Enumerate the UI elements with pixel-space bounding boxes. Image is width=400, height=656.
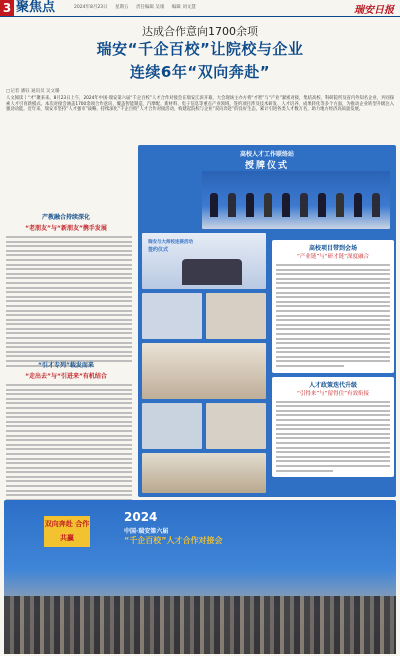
booth-photo-2 [206, 293, 266, 339]
right-section-1 [272, 240, 394, 373]
booth-photo-3 [142, 403, 202, 449]
audience-crowd [4, 596, 396, 654]
section-name: 聚焦点 [16, 0, 56, 15]
section-heading: 高校项目带到会场 [308, 245, 357, 252]
section-heading: 人才政策迭代升级 [308, 381, 357, 389]
signing-banner-text: 瑞安与大师校连接活动 [148, 240, 193, 245]
banner-subtitle: 授牌仪式 [244, 161, 289, 171]
left-section-2 [6, 360, 126, 380]
page-number: 3 [0, 0, 14, 16]
event-photo-banner [0, 500, 400, 656]
event-subtitle: 中国·瑞安第六届 [124, 528, 169, 535]
right-section-2 [272, 377, 394, 478]
issue-editor: 责任编辑 吴康 [135, 5, 165, 10]
header-rule [0, 16, 400, 17]
article-title-line-2: 连续6年“双向奔赴” [129, 63, 271, 81]
section-heading: “引才专列”载发而来 [38, 362, 94, 369]
article-byline: □记者 潘钰 通讯员 吴文璐 [6, 89, 60, 94]
slogan-block: 双向奔赴 合作共赢 [44, 516, 90, 547]
issue-designer: 编辑 刘文慧 [171, 5, 196, 10]
issue-date: 2024年8月23日 [74, 5, 108, 10]
article-title-line-1: 瑞安“千企百校”让院校与企业 [96, 40, 304, 58]
booth-photo-4 [206, 403, 266, 449]
crowd-photo [142, 453, 266, 493]
section-subheading: “引得来”与“留得住”有效衔接 [297, 390, 369, 397]
right-column [272, 240, 394, 477]
signing-banner-sub: 签约仪式 [148, 247, 169, 253]
left-section-1 [6, 212, 126, 232]
right-body-text-1 [276, 264, 390, 367]
event-name: “千企百校”人才合作对接会 [124, 536, 223, 545]
right-body-text-2 [276, 401, 390, 472]
interview-photo [142, 343, 266, 399]
banner-title: 高校人才工作联络站 [239, 151, 294, 158]
issue-meta [74, 4, 202, 12]
signing-photo [142, 233, 266, 289]
article-lede: 人文阅读丨“才”聚来来。8月23日上午，2024年中国·瑞安第六届“千企百校”人才合作对接会在瑞安江滨开幕，大会现场主办方将“才智”与“产业”紧密对接，集结高校、科研院所及省内外知名企业，共同探索人才引育新模式。本次对接会涵盖1700余项合作意向，覆盖智能制造、汽摩配、新材料、电子信息等重点产业领域，签约项目涉及技术研发、人才培养、成果转化等多个方面，为推动企业转型升级注入强劲动能。近年来，瑞安市坚持“人才强市”战略，持续深化“千企百校”人才合作对接活动，构建起院校与企业“双向奔赴”的良好生态，累计引进各类人才数万名，助力地方经济高质量发展。 [6, 96, 394, 113]
event-stage-photo [4, 500, 396, 654]
left-body-text-1 [6, 236, 132, 369]
section-subheading: “老朋友”与“新朋友”携手发展 [25, 225, 107, 232]
section-heading: 产教融合持续深化 [41, 214, 90, 221]
people-row [210, 193, 380, 219]
section-subheading: “产业链”与“研才链”深度融合 [297, 254, 369, 260]
booth-photo-1 [142, 293, 202, 339]
event-year: 2024 [124, 510, 158, 524]
banner-heading [202, 149, 332, 169]
ceremony-photo [202, 171, 390, 229]
section-subheading: “走出去”与“引进来”有机结合 [25, 373, 107, 380]
issue-weekday: 星期五 [114, 5, 129, 10]
article-subtitle: 达成合作意向1700余项 [142, 25, 258, 38]
newspaper-logo: 瑞安日报 [354, 5, 394, 16]
